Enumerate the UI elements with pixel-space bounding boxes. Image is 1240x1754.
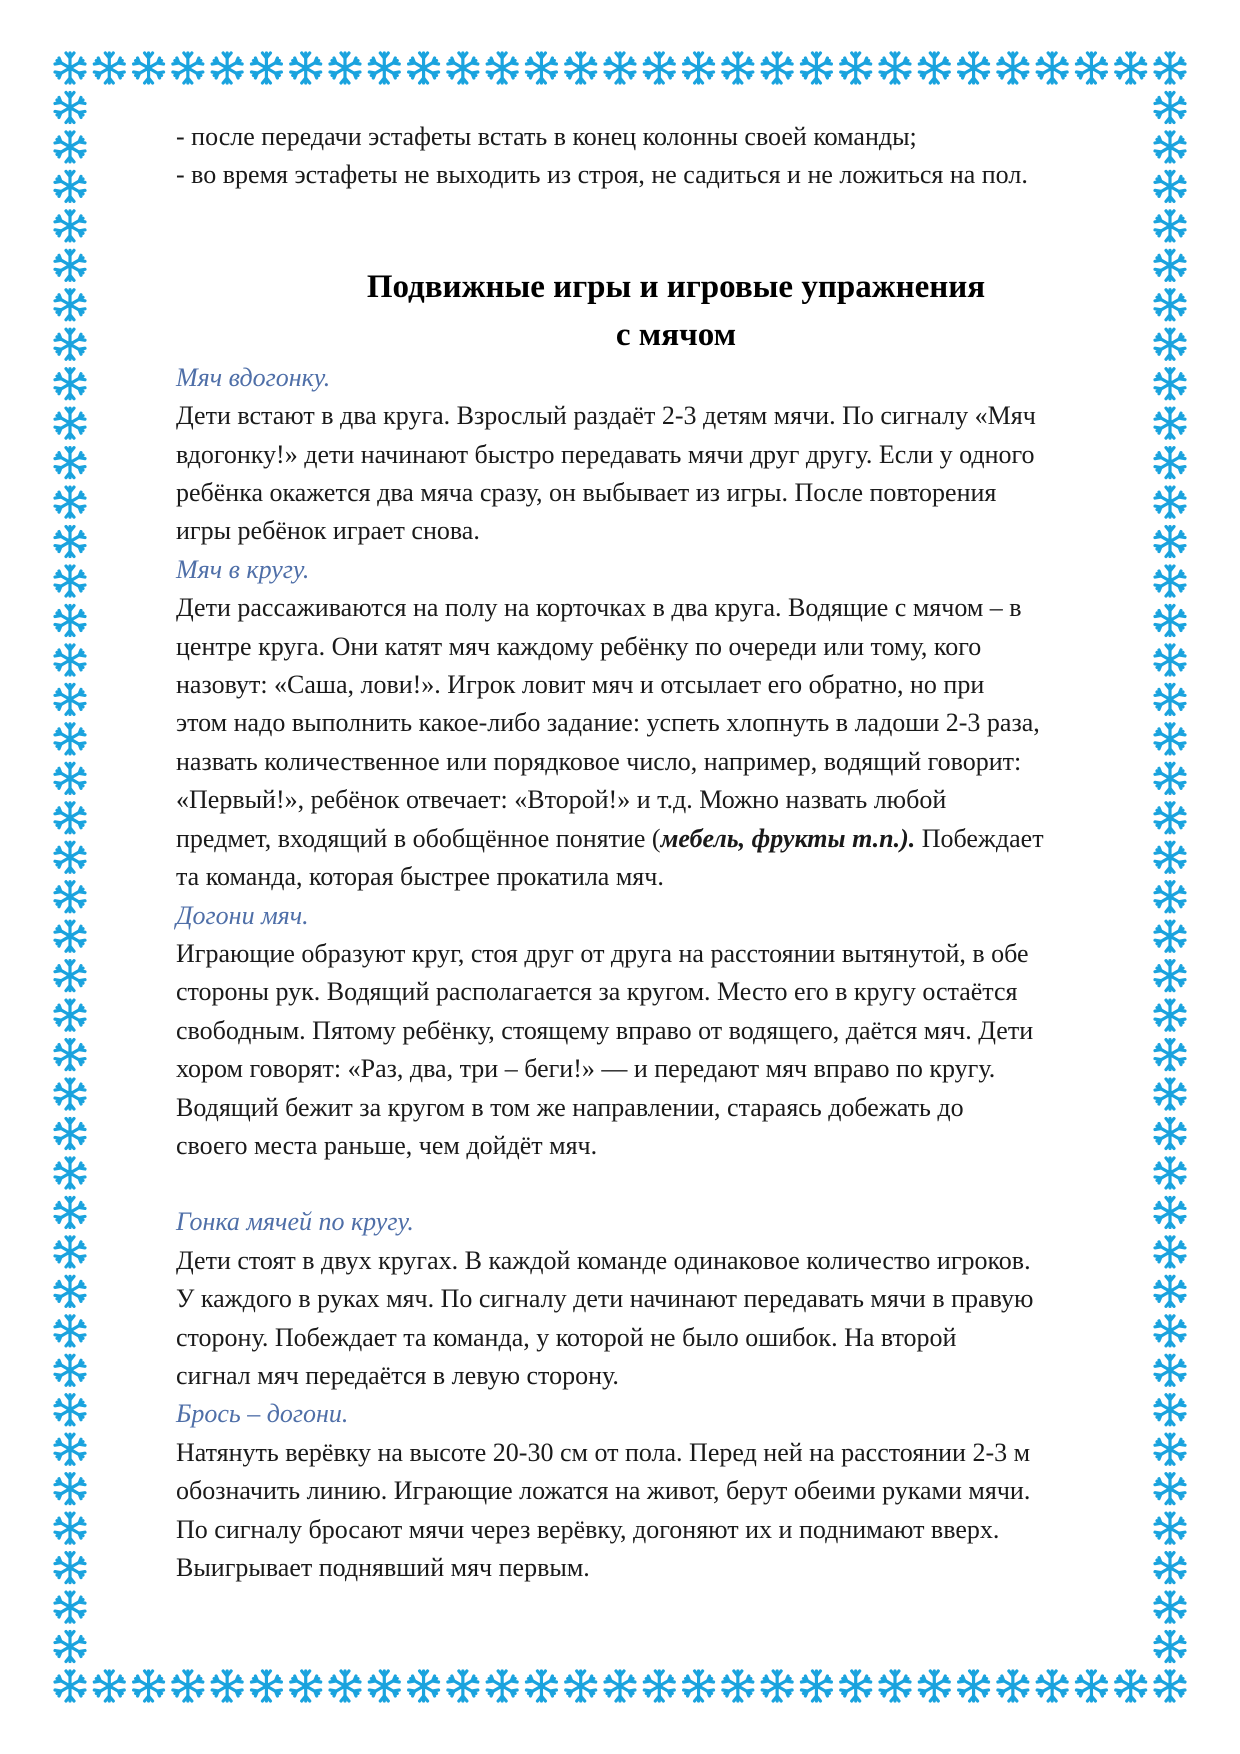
intro-line-1: - после передачи эстафеты встать в конец колонны своей команды; xyxy=(176,122,917,151)
snowflake-icon xyxy=(55,448,85,478)
snowflake-icon xyxy=(55,724,85,754)
snowflake-icon xyxy=(55,1474,85,1504)
snowflake-icon xyxy=(762,1671,792,1701)
snowflake-icon xyxy=(55,369,85,399)
snowflake-icon xyxy=(55,842,85,872)
snowflake-icon xyxy=(55,527,85,557)
game-2-line: Дети рассаживаются на полу на корточках в два круга. Водящие с мячом – в xyxy=(176,593,1022,623)
game-4-line: Дети стоят в двух кругах. В каждой команде одинаковое количество игроков. xyxy=(176,1245,1031,1275)
snowflake-icon xyxy=(998,1671,1028,1701)
game-4-line: У каждого в руках мяч. По сигналу дети начинают передавать мячи в правую xyxy=(176,1284,1034,1314)
snowflake-icon xyxy=(55,92,85,122)
game-2-line-7-italic: мебель, фрукты т.п.). xyxy=(660,823,916,853)
snowflake-icon xyxy=(801,53,831,83)
snowflake-icon xyxy=(291,1671,321,1701)
snowflake-icon xyxy=(330,1671,360,1701)
snowflake-icon xyxy=(134,1671,164,1701)
snowflake-icon xyxy=(251,53,281,83)
snowflake-icon xyxy=(55,1316,85,1346)
page-content xyxy=(176,118,1176,1587)
snowflake-icon xyxy=(55,1119,85,1149)
snowflake-icon xyxy=(1155,53,1185,83)
snowflake-icon xyxy=(94,1671,124,1701)
game-3-line: стороны рук. Водящий располагается за кругом. Место его в кругу остаётся xyxy=(176,977,1018,1007)
snowflake-icon xyxy=(1116,1671,1146,1701)
snowflake-icon xyxy=(94,53,124,83)
snowflake-icon xyxy=(55,132,85,162)
game-1-line: ребёнка окажется два мяча сразу, он выбывает из игры. После повторения xyxy=(176,478,997,508)
snowflake-icon xyxy=(55,1513,85,1543)
game-2-line: этом надо выполнить какое-либо задание: успеть хлопнуть в ладоши 2-3 раза, xyxy=(176,708,1040,738)
snowflake-icon xyxy=(55,921,85,951)
section-title-line-2: с мячом xyxy=(615,316,737,353)
game-2-line: назовут: «Саша, лови!». Игрок ловит мяч и отсылает его обратно, но при xyxy=(176,670,985,700)
game-3-line: хором говорят: «Раз, два, три – беги!» — и передают мяч вправо по кругу. xyxy=(176,1054,996,1084)
snowflake-icon xyxy=(55,566,85,596)
snowflake-icon xyxy=(723,1671,753,1701)
game-title-4: Гонка мячей по кругу. xyxy=(176,1207,414,1237)
section-title-line-1: Подвижные игры и игровые упражнения xyxy=(366,268,986,305)
game-5-line: Выигрывает поднявший мяч первым. xyxy=(176,1553,590,1582)
game-2-line: «Первый!», ребёнок отвечает: «Второй!» и т.д. Можно назвать любой xyxy=(176,785,947,815)
snowflake-icon xyxy=(684,53,714,83)
snowflake-icon xyxy=(212,1671,242,1701)
game-5-line: Натянуть верёвку на высоте 20-30 см от пола. Перед ней на расстоянии 2-3 м xyxy=(176,1437,1031,1467)
snowflake-icon xyxy=(1037,53,1067,83)
game-title-1: Мяч вдогонку. xyxy=(176,362,331,392)
snowflake-icon xyxy=(55,605,85,635)
snowflake-icon xyxy=(55,1276,85,1306)
game-2-line: та команда, которая быстрее прокатила мяч. xyxy=(176,862,664,892)
snowflake-icon xyxy=(959,53,989,83)
game-3-line: Играющие образуют круг, стоя друг от друга на расстоянии вытянутой, в обе xyxy=(176,938,1029,968)
snowflake-icon xyxy=(55,803,85,833)
snowflake-icon xyxy=(1076,53,1106,83)
snowflake-icon xyxy=(55,408,85,438)
snowflake-icon xyxy=(801,1671,831,1701)
snowflake-icon xyxy=(134,53,164,83)
snowflake-icon xyxy=(487,1671,517,1701)
snowflake-icon xyxy=(55,684,85,714)
snowflake-icon xyxy=(173,53,203,83)
snowflake-icon xyxy=(55,1197,85,1227)
snowflake-icon xyxy=(448,1671,478,1701)
snowflake-icon xyxy=(605,53,635,83)
snowflake-icon xyxy=(55,1000,85,1030)
snowflake-icon xyxy=(566,53,596,83)
snowflake-icon xyxy=(369,1671,399,1701)
game-title-3: Догони мяч. xyxy=(176,900,309,930)
snowflake-icon xyxy=(55,250,85,280)
snowflake-icon xyxy=(55,1592,85,1622)
snowflake-icon xyxy=(526,53,556,83)
snowflake-icon xyxy=(409,53,439,83)
snowflake-icon xyxy=(959,1671,989,1701)
game-title-2: Мяч в кругу. xyxy=(176,554,310,584)
game-2-line: центре круга. Они катят мяч каждому ребёнку по очереди или тому, кого xyxy=(176,631,982,661)
snowflake-icon xyxy=(998,53,1028,83)
game-4-line: сигнал мяч передаётся в левую сторону. xyxy=(176,1360,619,1390)
game-4-line: сторону. Побеждает та команда, у которой не было ошибок. На второй xyxy=(176,1322,957,1352)
snowflake-icon xyxy=(55,1553,85,1583)
game-2-line: назвать количественное или порядковое число, например, водящий говорит: xyxy=(176,746,1022,776)
snowflake-icon xyxy=(55,290,85,320)
snowflake-icon xyxy=(55,487,85,517)
snowflake-icon xyxy=(55,171,85,201)
snowflake-icon xyxy=(55,1040,85,1070)
snowflake-icon xyxy=(173,1671,203,1701)
snowflake-icon xyxy=(919,1671,949,1701)
snowflake-icon xyxy=(291,53,321,83)
snowflake-icon xyxy=(409,1671,439,1701)
snowflake-icon xyxy=(566,1671,596,1701)
snowflake-icon xyxy=(1076,1671,1106,1701)
game-5-line: обозначить линию. Играющие ложатся на живот, берут обеими руками мячи. xyxy=(176,1476,1031,1506)
snowflake-icon xyxy=(684,1671,714,1701)
snowflake-icon xyxy=(330,53,360,83)
snowflake-icon xyxy=(644,1671,674,1701)
snowflake-icon xyxy=(880,1671,910,1701)
game-3-line: Водящий бежит за кругом в том же направлении, стараясь добежать до xyxy=(176,1092,964,1122)
snowflake-icon xyxy=(723,53,753,83)
snowflake-icon xyxy=(1155,1592,1185,1622)
game-3-line: своего места раньше, чем дойдёт мяч. xyxy=(176,1130,598,1160)
snowflake-icon xyxy=(1037,1671,1067,1701)
game-5-line: По сигналу бросают мячи через верёвку, догоняют их и поднимают вверх. xyxy=(176,1514,1000,1544)
snowflake-icon xyxy=(762,53,792,83)
game-1-line: вдогонку!» дети начинают быстро передавать мячи друг другу. Если у одного xyxy=(176,439,1035,469)
snowflake-icon xyxy=(55,1395,85,1425)
snowflake-icon xyxy=(212,53,242,83)
game-1-line: Дети встают в два круга. Взрослый раздаёт 2-3 детям мячи. По сигналу «Мяч xyxy=(176,401,1036,431)
intro-line-2: - во время эстафеты не выходить из строя, не садиться и не ложиться на пол. xyxy=(176,160,1028,190)
snowflake-icon xyxy=(1116,53,1146,83)
snowflake-icon xyxy=(55,1632,85,1662)
snowflake-icon xyxy=(55,329,85,359)
game-3-line: свободным. Пятому ребёнку, стоящему вправо от водящего, даётся мяч. Дети xyxy=(176,1015,1034,1045)
game-1-line: игры ребёнок играет снова. xyxy=(176,516,480,546)
snowflake-icon xyxy=(841,1671,871,1701)
snowflake-icon xyxy=(1155,1671,1185,1701)
snowflake-icon xyxy=(55,1237,85,1267)
snowflake-icon xyxy=(644,53,674,83)
game-2-line-7-start: предмет, входящий в обобщённое понятие ( xyxy=(176,823,661,853)
snowflake-icon xyxy=(448,53,478,83)
snowflake-icon xyxy=(841,53,871,83)
snowflake-icon xyxy=(605,1671,635,1701)
snowflake-icon xyxy=(1155,1632,1185,1662)
snowflake-icon xyxy=(55,763,85,793)
snowflake-icon xyxy=(251,1671,281,1701)
snowflake-icon xyxy=(55,211,85,241)
snowflake-icon xyxy=(919,53,949,83)
snowflake-icon xyxy=(55,645,85,675)
snowflake-icon xyxy=(487,53,517,83)
snowflake-icon xyxy=(55,1079,85,1109)
snowflake-icon xyxy=(369,53,399,83)
game-2-line-7-end: Побеждает xyxy=(915,823,1044,853)
snowflake-icon xyxy=(55,1434,85,1464)
snowflake-icon xyxy=(55,1355,85,1385)
game-2-line xyxy=(176,820,1176,858)
game-title-5: Брось – догони. xyxy=(176,1399,349,1429)
snowflake-icon xyxy=(55,1671,85,1701)
snowflake-icon xyxy=(880,53,910,83)
snowflake-icon xyxy=(55,1158,85,1188)
snowflake-icon xyxy=(55,882,85,912)
snowflake-icon xyxy=(55,961,85,991)
snowflake-icon xyxy=(55,53,85,83)
snowflake-icon xyxy=(526,1671,556,1701)
